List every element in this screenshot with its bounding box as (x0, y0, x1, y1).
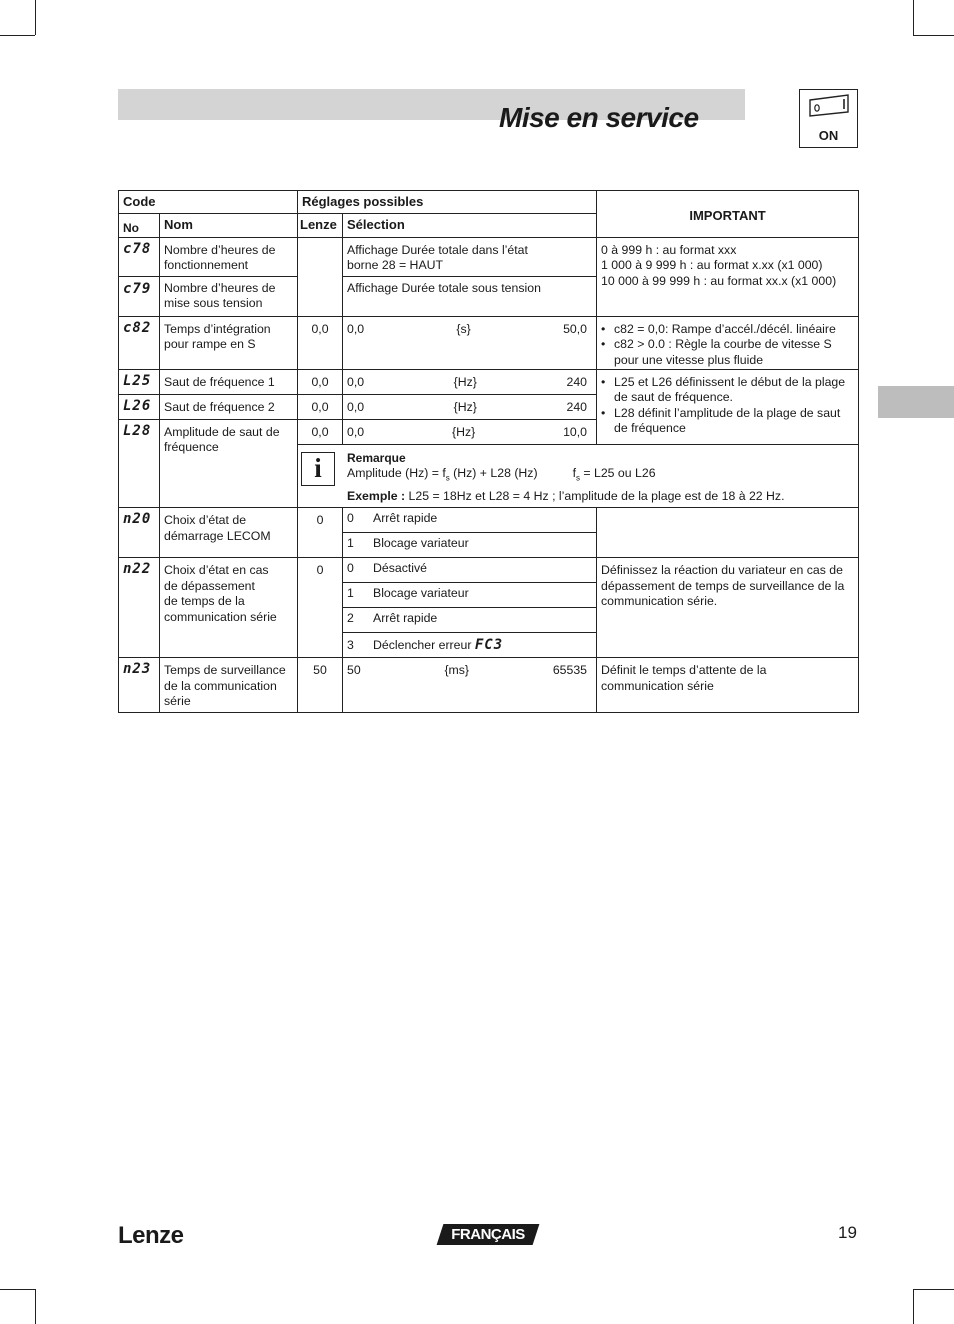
nom-l28: Amplitude de saut de fréquence (160, 419, 298, 508)
crop-mark (35, 1289, 36, 1324)
header-selection: Sélection (343, 214, 597, 238)
header-nom: Nom (160, 214, 298, 238)
crop-mark (913, 35, 954, 36)
crop-mark (0, 35, 35, 36)
lenze-logo: Lenze (118, 1222, 184, 1249)
option-n22-0: 0 Désactivé (343, 558, 597, 583)
code-c79: c79 (123, 280, 152, 297)
crop-mark (35, 0, 36, 35)
crop-mark (0, 1289, 35, 1290)
lenze-c82: 0,0 (298, 316, 343, 369)
crop-mark (913, 1289, 914, 1324)
page-title: Mise en service (499, 102, 699, 133)
side-tab (878, 386, 954, 418)
option-n22-1: 1 Blocage variateur (343, 583, 597, 608)
parameter-table (118, 190, 859, 713)
code-n23: n23 (123, 661, 152, 678)
code-n22: n22 (123, 561, 152, 578)
nom-l25: Saut de fréquence 1 (160, 369, 298, 394)
nom-n20: Choix d’état de démarrage LECOM (160, 508, 298, 558)
nom-c78: Nombre d’heures de fonctionnement (160, 237, 298, 276)
code-c82: c82 (123, 319, 152, 336)
lenze-n20: 0 (298, 508, 343, 558)
selection-c82: 0,0 {s} 50,0 (343, 316, 597, 369)
nom-c79: Nombre d’heures de mise sous tension (160, 276, 298, 316)
code-n20: n20 (123, 511, 152, 528)
important-n23: Définit le temps d’attente de la communication série (597, 658, 859, 713)
selection-l26: 0,0 {Hz} 240 (343, 394, 597, 419)
header-code: Code (119, 191, 298, 214)
nom-n23: Temps de surveillance de la communication série (160, 658, 298, 713)
important-n22: Définissez la réaction du variateur en cas de dépassement de temps de surveillance de la communication série. (597, 558, 859, 658)
on-label: ON (818, 128, 839, 143)
code-l25: L25 (123, 372, 152, 389)
nom-l26: Saut de fréquence 2 (160, 394, 298, 419)
code-l28: L28 (123, 422, 152, 439)
selection-c78: Affichage Durée totale dans l’état borne 28 = HAUT (343, 237, 597, 276)
lenze-l28: 0,0 (298, 419, 343, 444)
nom-n22: Choix d’état en cas de dépassement de temps de la communication série (160, 558, 298, 658)
important-c82: • c82 = 0,0: Rampe d’accél./décél. linéaire • c82 > 0.0 : Règle la courbe de vitesse S pour une vitesse plus fluide (597, 316, 859, 369)
crop-mark (913, 0, 914, 35)
lenze-n22: 0 (298, 558, 343, 658)
selection-n23: 50 {ms} 65535 (343, 658, 597, 713)
header-lenze: Lenze (298, 214, 343, 238)
option-n20-0: 0 Arrêt rapide (343, 508, 597, 533)
important-l25-l28: • L25 et L26 définissent le début de la plage de saut de fréquence. • L28 définit l’amplitude de la plage de saut de fréquence (597, 369, 859, 444)
option-n22-3: 3 Déclencher erreur FC3 (343, 633, 597, 658)
lenze-n23: 50 (298, 658, 343, 713)
selection-l25: 0,0 {Hz} 240 (343, 369, 597, 394)
code-c78: c78 (123, 240, 152, 257)
info-icon: i (301, 452, 335, 486)
important-c78-c79: 0 à 999 h : au format xxx 1 000 à 9 999 h : au format x.xx (x1 000) 10 000 à 99 999 h : au format xx.x (x1 000) (597, 237, 859, 316)
header-no: No (119, 214, 160, 238)
power-switch-icon (799, 89, 858, 148)
selection-l28: 0,0 {Hz} 10,0 (343, 419, 597, 444)
error-code-fc3: FC3 (474, 637, 504, 654)
option-n22-2: 2 Arrêt rapide (343, 608, 597, 633)
selection-c79: Affichage Durée totale sous tension (343, 276, 597, 316)
header-important: IMPORTANT (597, 191, 859, 238)
language-label: FRANÇAIS (451, 1226, 525, 1243)
page-number: 19 (838, 1223, 857, 1242)
option-n20-1: 1 Blocage variateur (343, 533, 597, 558)
important-n20 (597, 508, 859, 558)
lenze-l26: 0,0 (298, 394, 343, 419)
nom-c82: Temps d’intégration pour rampe en S (160, 316, 298, 369)
lenze-c78-c79 (298, 237, 343, 316)
crop-mark (913, 1289, 954, 1290)
remark-note: i Remarque Amplitude $(Hz) = f_s$ (Hz) + L28 (Hz) $f_s = L25$ ou L26 Exemple : L25 = 18Hz et L28 = 4 Hz ; l’amplitude de la plage est de 18 à 22 Hz. (298, 444, 859, 508)
code-l26: L26 (123, 397, 152, 414)
lenze-l25: 0,0 (298, 369, 343, 394)
header-reglages: Réglages possibles (298, 191, 597, 214)
